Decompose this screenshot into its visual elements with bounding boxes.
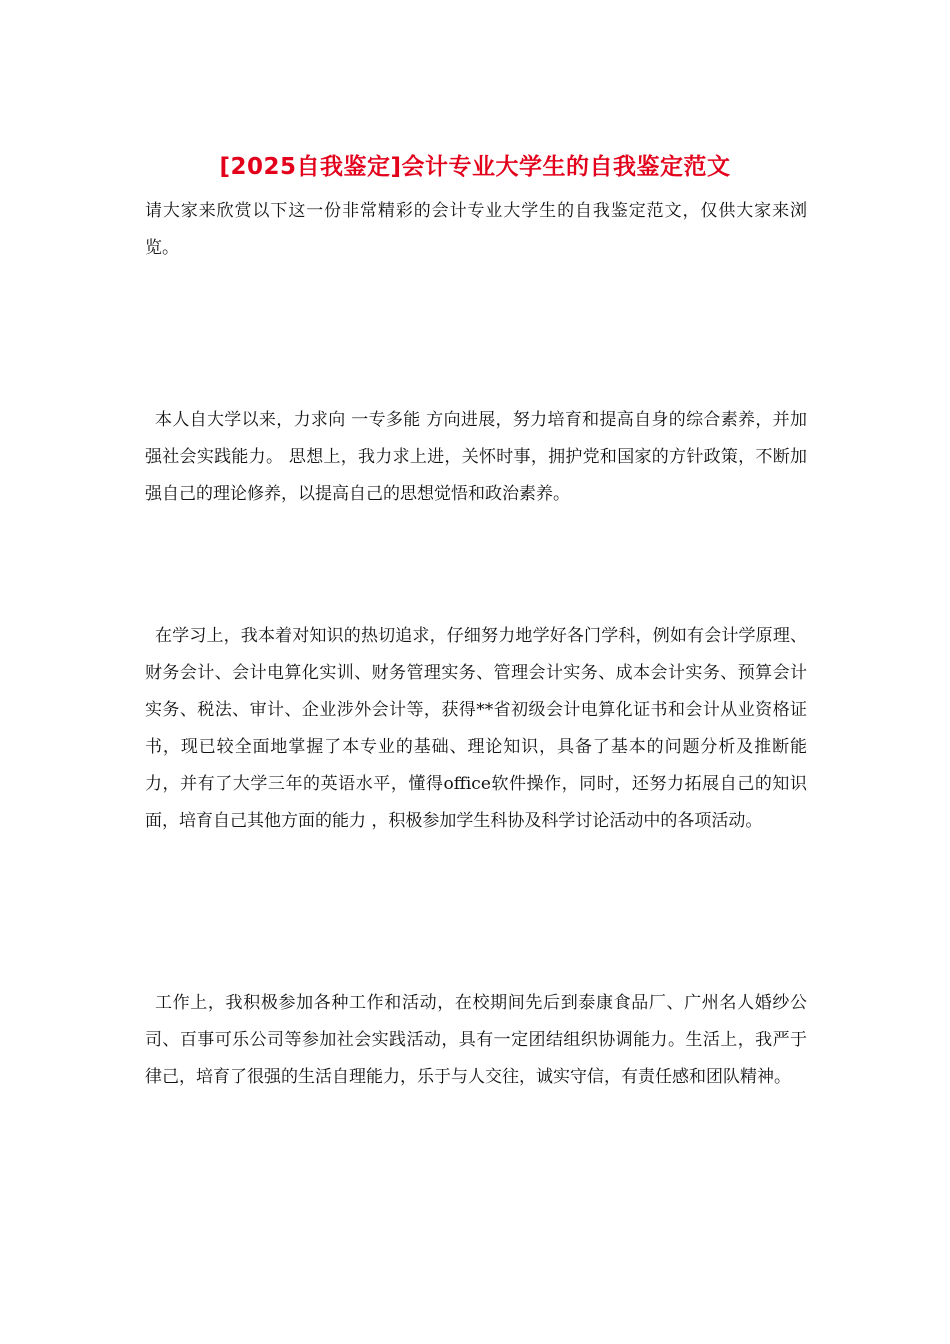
paragraph-work-life: 工作上，我积极参加各种工作和活动，在校期间先后到泰康食品厂、广州名人婚纱公司、百事可乐公司等参加社会实践活动，具有一定团结组织协调能力。生活上，我严于律己，培育了很强的生活自理能力，乐于与人交往，诚实守信，有责任感和团队精神。 — [145, 993, 807, 1087]
intro-paragraph: 请大家来欣赏以下这一份非常精彩的会计专业大学生的自我鉴定范文，仅供大家来浏览。 — [145, 201, 807, 258]
document-title: [2025自我鉴定]会计专业大学生的自我鉴定范文 — [219, 154, 731, 180]
paragraph-study: 在学习上，我本着对知识的热切追求，仔细努力地学好各门学科，例如有会计学原理、财务会计、会计电算化实训、财务管理实务、管理会计实务、成本会计实务、预算会计实务、税法、审计、企业涉外会计等，获得**省初级会计电算化证书和会计从业资格证书，现已较全面地掌握了本专业的基础、理论知识，具备了基本的问题分析及推断能力，并有了大学三年的英语水平，懂得office软件操作，同时，还努力拓展自己的知识面，培育自己其他方面的能力 ，积极参加学生科协及科学讨论活动中的各项活动。 — [145, 626, 807, 831]
paragraph-ideology: 本人自大学以来，力求向 一专多能 方向进展，努力培育和提高自身的综合素养，并加强社会实践能力。 思想上，我力求上进，关怀时事，拥护党和国家的方针政策，不断加强自己的理论修养，以提高自己的思想觉悟和政治素养。 — [145, 410, 807, 504]
